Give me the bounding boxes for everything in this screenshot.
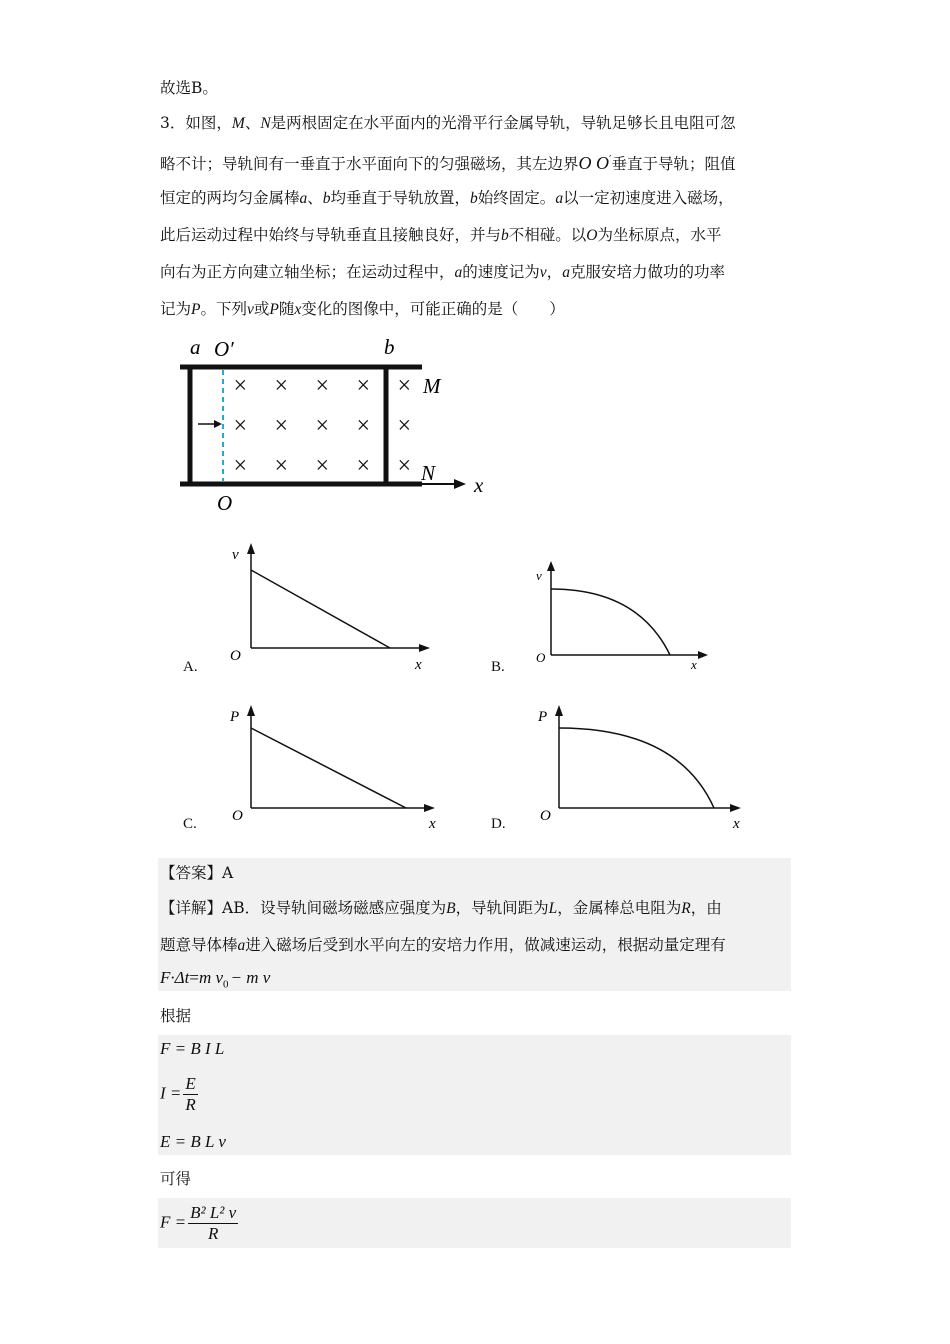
field-cross: × [396,413,413,439]
equation-i: I = $\frac{E}{R}$ [160,1074,196,1114]
label-x: x [474,473,484,497]
equation-f-bil: F = B I L [160,1039,225,1058]
x-axis-label: x [429,816,436,832]
hence-label: 可得 [160,1170,192,1188]
origin-label: O [536,650,546,665]
x-axis-label: x [733,816,740,832]
answer-line: 【答案】A [160,864,234,882]
field-cross: × [355,453,372,479]
option-b-graph[interactable] [530,558,720,678]
equation-final-f: F = $\frac{\text{B² L² v}}{R}$ [160,1203,237,1243]
option-a-graph[interactable] [222,538,442,678]
origin-label: O [232,808,243,824]
equation-e-blv: E = B L v [160,1132,226,1151]
option-c-label[interactable]: C. [183,816,197,832]
option-d-graph[interactable] [530,700,755,840]
field-cross: × [314,413,331,439]
graph-curve-a [251,570,390,648]
y-axis-label: v [232,547,239,563]
origin-label: O [540,808,551,824]
rail-diagram [170,330,500,520]
solution-shade-2 [158,1035,791,1155]
field-cross: × [314,453,331,479]
equation-momentum: F·Δt=m $v_0 - m$ v [160,968,271,991]
according-label: 根据 [160,1007,192,1025]
field-cross: × [396,453,413,479]
graph-curve-d [559,728,714,808]
previous-answer-line: 故选B。 [160,79,218,97]
field-cross: × [273,413,290,439]
detail-line-2: 题意导体棒a进入磁场后受到水平向左的安培力作用，做减速运动，根据动量定理有 [160,936,726,954]
label-m: M [423,374,441,398]
y-axis-label: P [230,709,240,725]
option-c-graph[interactable] [222,700,447,840]
option-d-label[interactable]: D. [491,816,506,832]
field-cross: × [232,453,249,479]
label-o: O [217,491,233,515]
field-cross: × [314,373,331,399]
graph-curve-c [251,728,406,808]
label-n: N [421,461,436,485]
graph-curve-b [551,589,670,655]
detail-line-1: 【详解】AB．设导轨间磁场磁感应强度为B，导轨间距为L，金属棒总电阻为R，由 [160,899,722,917]
label-o-prime: O′ [214,337,234,361]
label-b: b [384,335,395,359]
question-line-1: 3．如图，M、N是两根固定在水平面内的光滑平行金属导轨，导轨足够长且电阻可忽 [160,114,736,132]
question-line-6: 记为P。下列v或P随x变化的图像中，可能正确的是（ ） [160,300,565,318]
question-line-2: 略不计；导轨间有一垂直于水平面向下的匀强磁场，其左边界O O′垂直于导轨；阻值 [160,153,736,174]
field-cross: × [232,413,249,439]
velocity-arrow-head [214,420,222,428]
origin-label: O [230,648,241,664]
option-a-label[interactable]: A. [183,659,198,675]
field-cross: × [396,373,413,399]
y-axis-label: v [536,568,542,583]
field-cross: × [273,453,290,479]
field-cross: × [355,413,372,439]
field-cross: × [232,373,249,399]
solution-shade-3 [158,1198,791,1248]
question-line-5: 向右为正方向建立轴坐标；在运动过程中，a的速度记为v，a克服安培力做功的功率 [160,263,725,281]
option-b-label[interactable]: B. [491,659,505,675]
x-axis-arrow [454,479,466,489]
x-axis-label: x [415,657,422,673]
y-axis-label: P [538,709,548,725]
field-cross: × [273,373,290,399]
question-line-4: 此后运动过程中始终与导轨垂直且接触良好，并与b不相碰。以O为坐标原点，水平 [160,226,722,244]
question-line-3: 恒定的两均匀金属棒a、b均垂直于导轨放置，b始终固定。a以一定初速度进入磁场， [160,189,734,207]
field-cross: × [355,373,372,399]
x-axis-label: x [691,657,697,672]
label-a: a [190,335,201,359]
